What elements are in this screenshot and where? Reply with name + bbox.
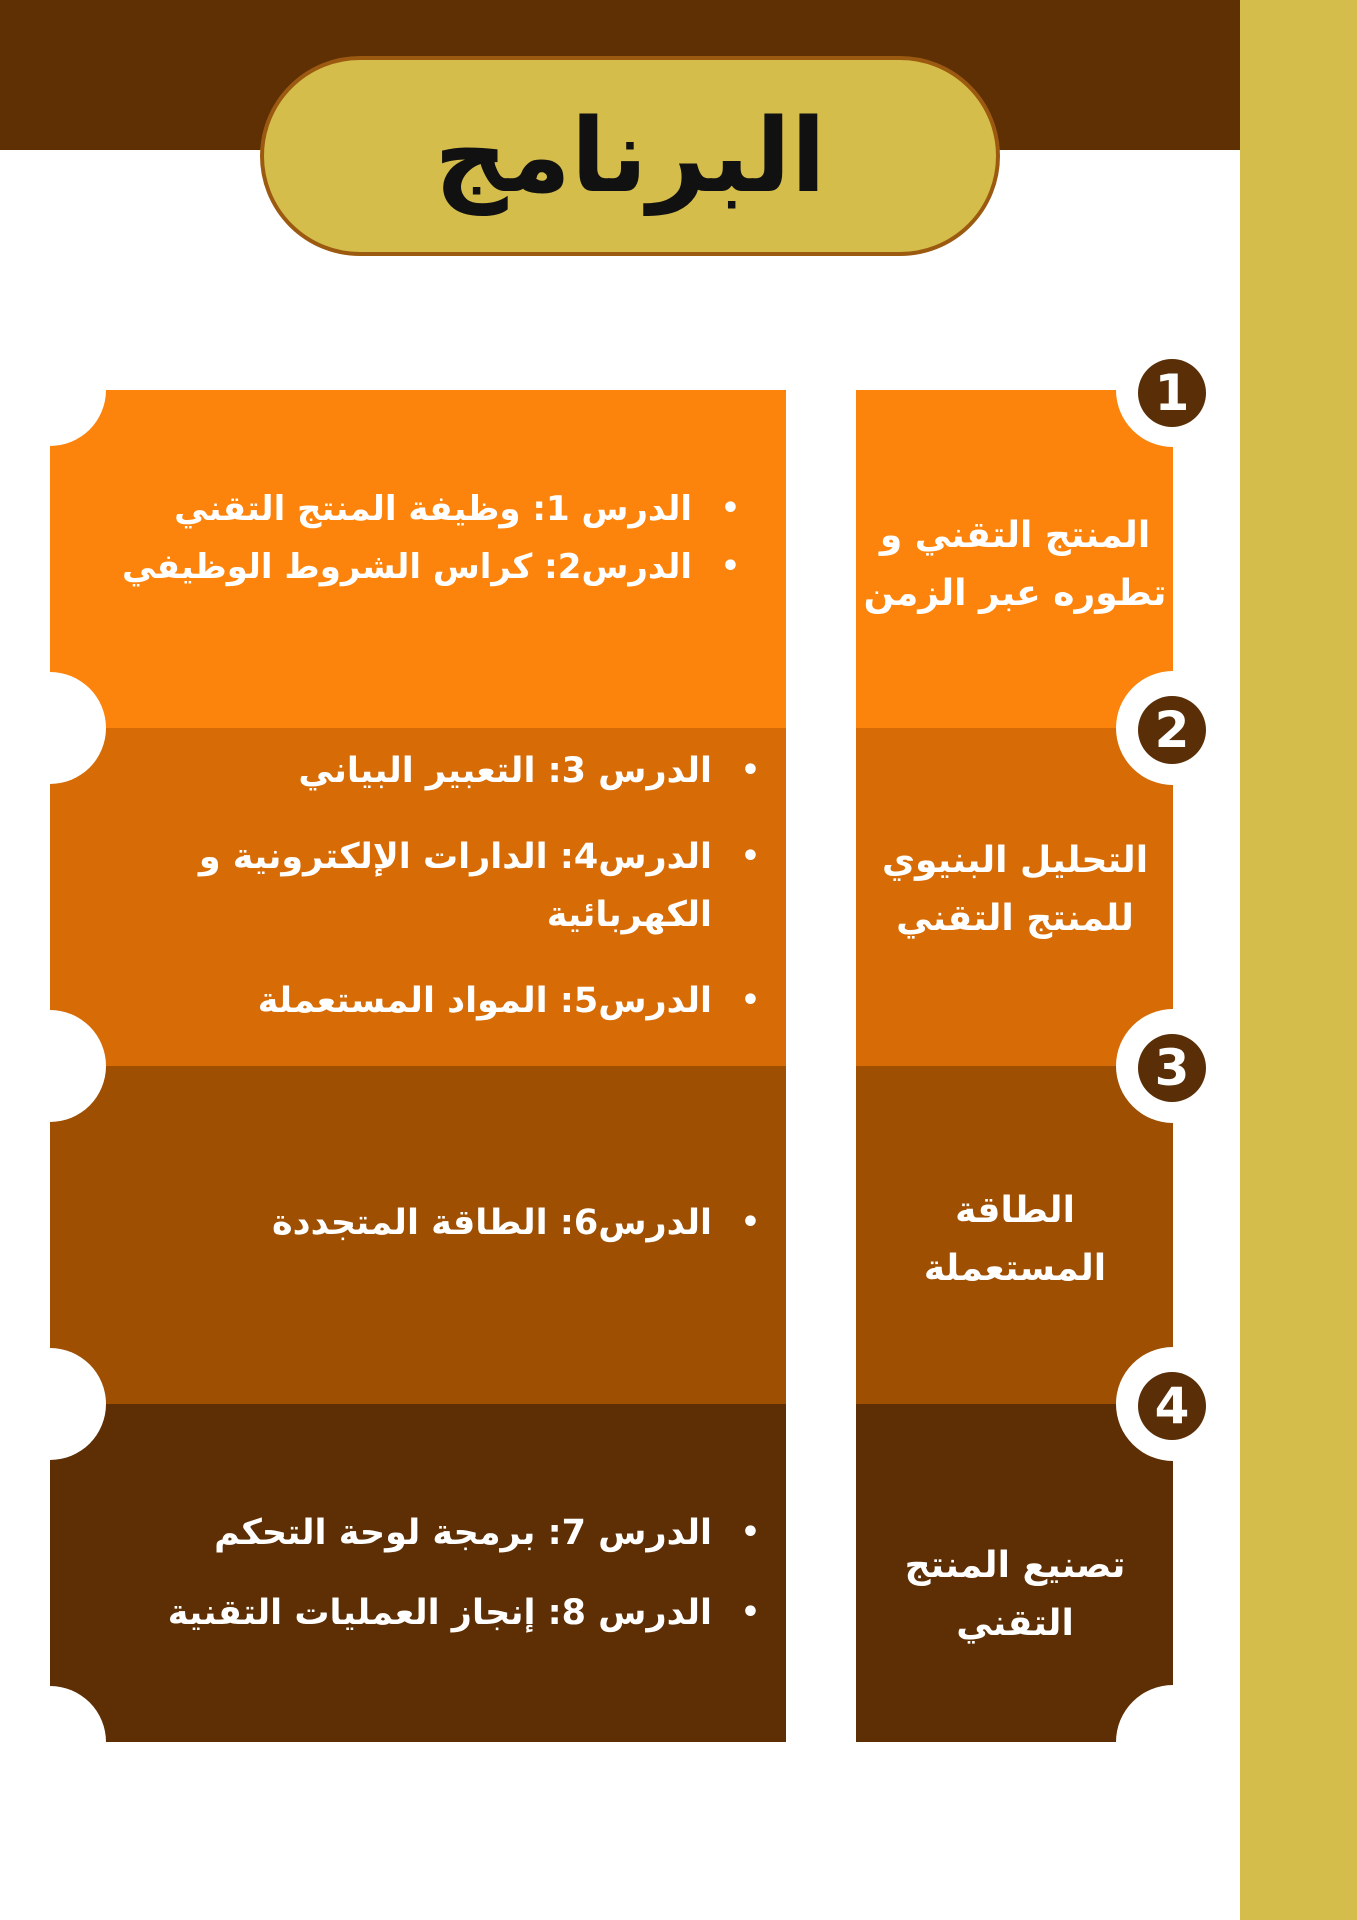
unit-title-4: تصنيع المنتج التقني <box>904 1545 1126 1644</box>
lesson-list-1 <box>60 480 740 596</box>
unit-number-1: 1 <box>1154 364 1190 422</box>
lesson-item: • الدرس 1: وظيفة المنتج التقني <box>60 480 740 538</box>
lesson-item: • الدرس2: كراس الشروط الوظيفي <box>60 538 740 596</box>
unit-number-4: 4 <box>1154 1377 1190 1435</box>
unit-title-2: التحليل البنيوي للمنتج التقني <box>881 840 1149 939</box>
unit-title-3: الطاقة المستعملة <box>923 1190 1107 1289</box>
lesson-list-4 <box>120 1504 760 1642</box>
lesson-item: • الدرس5: المواد المستعملة <box>120 972 760 1030</box>
lesson-item: • الدرس 8: إنجاز العمليات التقنية <box>120 1584 760 1642</box>
unit-number-3: 3 <box>1154 1039 1190 1097</box>
lesson-item: • الدرس6: الطاقة المتجددة <box>120 1194 760 1252</box>
lesson-item: • الدرس 3: التعبير البياني <box>120 742 760 800</box>
lesson-list-2 <box>120 742 760 1030</box>
unit-title-1: المنتج التقني و تطوره عبر الزمن <box>863 515 1167 614</box>
lesson-item: • الدرس4: الدارات الإلكترونية و الكهربائية <box>120 828 760 944</box>
lesson-item: • الدرس 7: برمجة لوحة التحكم <box>120 1504 760 1562</box>
right-gold-strip <box>1240 0 1357 1920</box>
lesson-list-3 <box>120 1194 760 1252</box>
unit-number-2: 2 <box>1154 701 1190 759</box>
page-title: البرنامج <box>434 96 826 216</box>
